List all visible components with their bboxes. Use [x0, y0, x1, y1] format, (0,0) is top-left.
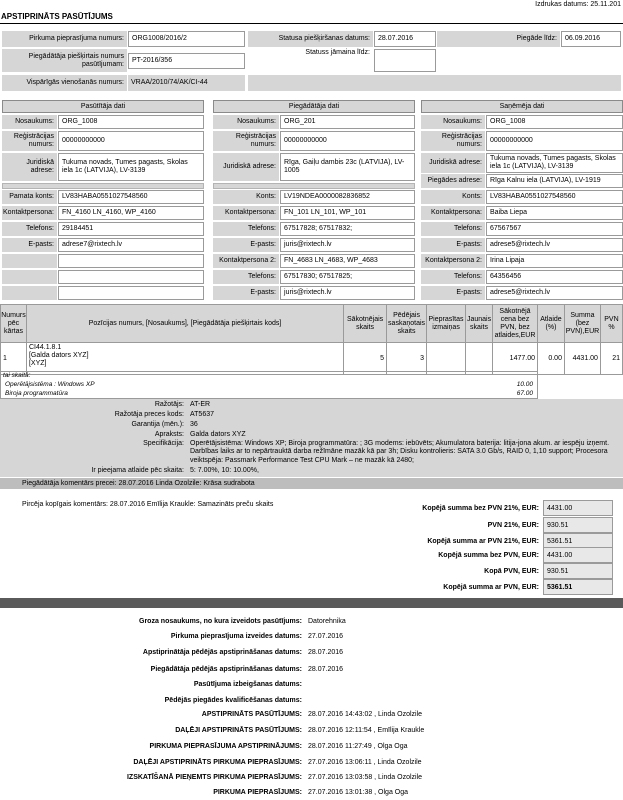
customer-empty-label-2: [2, 270, 57, 284]
history-value-12: 27.07.2016 13:01:38 , Olga Oga: [308, 789, 409, 796]
receiver-reg-label: Reģistrācijas numurs:: [421, 131, 485, 151]
receiver-addr-label: Juridiskā adrese:: [421, 153, 485, 173]
history-label-4: Piegādātāja pēdējās apstiprināšanas datums:: [150, 666, 302, 673]
order-number: ORG1008/2016/2: [128, 31, 245, 47]
supplier-name-label: Nosaukums:: [213, 115, 279, 129]
customer-addr-label: Juridiskā adrese:: [2, 153, 57, 181]
print-date: Izdrukas datums: 25.11.201: [535, 1, 621, 8]
receiver-phone2: 64356456: [486, 270, 623, 284]
receiver-account-label: Konts:: [421, 190, 485, 204]
history-label-10: DAĻĒJI APSTIPRINĀTS PIRKUMA PIEPRASĪJUMS:: [133, 759, 302, 766]
title-underline: [0, 23, 623, 24]
customer-email: adrese7@rixtech.lv: [58, 238, 204, 252]
discount: 5: 7.00%, 10: 10.00%,: [190, 467, 259, 474]
customer-contact-label: Kontaktpersona:: [2, 206, 57, 220]
supplier-addr-label: Juridiskā adrese:: [213, 153, 279, 181]
history-label-9: PIRKUMA PIEPRASĪJUMA APSTIPRINĀJUMS:: [149, 743, 302, 750]
total-value-2: 930.51: [543, 517, 613, 533]
maker-label: Ražotājs:: [154, 401, 184, 408]
spec: Operētājsistēma: Windows XP; Biroja programmatūra: ; 3G modems: iebūvēts; Akumulatora baterija: litija-jona akum. ar iespēju izņemt. Darbības laiks ar to nepārtrauktā darba režīmāne mazāk kā par 3h; Disku kontrolieris: SATA 3.0 Gb/s, RAID 0, 1,10 support; Procesora veiktspēja: Passmark Performance Test CPU Mark – ne mazāk kā 2480;: [190, 440, 610, 464]
desc: Galda dators XYZ: [190, 431, 246, 438]
customer-email-label: E-pasts:: [2, 238, 57, 252]
code-label: Ražotāja preces kods:: [114, 411, 184, 418]
row-vat: 21: [600, 343, 622, 375]
supplier-reg: 00000000000: [280, 131, 415, 151]
row-original-qty: 5: [344, 343, 387, 375]
row-price: 1477.00: [493, 343, 538, 375]
customer-addr: Tukuma novads, Tumes pagasts, Skolas iela 1c (LATVIJA), LV-3139: [58, 153, 204, 181]
supplier-account-label: Konts:: [213, 190, 279, 204]
including-label: tai skaitā:: [3, 372, 31, 379]
status-change-label: Statuss jāmaina līdz:: [248, 49, 373, 72]
supplier-contact2-label: Kontaktpersona 2:: [213, 254, 279, 268]
supplier-phone2: 67517830; 67517825;: [280, 270, 415, 284]
customer-empty-1: [58, 254, 204, 268]
row-sum: 4431.00: [564, 343, 600, 375]
col-header-original-qty: Sākotnējais skaits: [344, 305, 387, 343]
supplier-contact-label: Kontaktpersona:: [213, 206, 279, 220]
supplier-name: ORG_201: [280, 115, 415, 129]
row-position: [26, 343, 343, 375]
supplier-email2-label: E-pasts:: [213, 286, 279, 300]
subitem-2-value: 67.00: [516, 390, 533, 397]
history-value-11: 27.07.2016 13:03:58 , Linda Ozolzile: [308, 774, 423, 781]
history-value-8: 28.07.2016 12:11:54 , Emīlija Kraukle: [308, 727, 425, 734]
receiver-contact-label: Kontaktpersona:: [421, 206, 485, 220]
receiver-email2-label: E-pasts:: [421, 286, 485, 300]
page-title: APSTIPRINĀTS PASŪTĪJUMS: [1, 12, 113, 21]
receiver-phone2-label: Telefons:: [421, 270, 485, 284]
customer-empty-label-3: [2, 286, 57, 300]
section-separator: [0, 598, 623, 608]
status-change-value: [374, 49, 436, 72]
col-header-sum: Summa (bez PVN),EUR: [564, 305, 600, 343]
supplier-comment: Piegādātāja komentārs precei: 28.07.2016 Linda Ozolzile: Krāsa sudrabota: [0, 478, 623, 489]
supplier-order-label: Piegādātāja piešķirtais numurs pasūtījumam:: [2, 49, 127, 72]
history-value-3: 28.07.2016: [308, 649, 344, 656]
total-label-3: Kopējā summa ar PVN 21%, EUR:: [427, 537, 539, 545]
maker: AT-ER: [190, 401, 211, 408]
agreement: VRAA/2010/74/AK/CI-44: [128, 75, 245, 91]
customer-empty-2: [58, 270, 204, 284]
receiver-delivery: Rīga Kalnu iela (LATVIJA), LV-1919: [486, 174, 623, 188]
discount-label: Ir pieejama atlaide pēc skaita:: [91, 467, 184, 474]
customer-name-label: Nosaukums:: [2, 115, 57, 129]
supplier-account: LV19NDEA0000082836852: [280, 190, 415, 204]
history-label-8: DAĻĒJI APSTIPRINĀTS PASŪTĪJUMS:: [175, 727, 302, 734]
customer-empty-3: [58, 286, 204, 300]
status-date-label: Statusa piešķiršanas datums:: [248, 31, 373, 47]
supplier-email2: juris@rixtech.lv: [280, 286, 415, 300]
total-label-5: Kopā PVN, EUR:: [484, 567, 539, 575]
table-row: [1, 343, 623, 375]
warranty-label: Garantija (mēn.):: [131, 421, 184, 428]
supplier-panel: [213, 100, 415, 300]
supplier-panel-title: Piegādātāja dati: [213, 100, 415, 113]
supplier-contact: FN_101 LN_101, WP_101: [280, 206, 415, 220]
supplier-email: juris@rixtech.lv: [280, 238, 415, 252]
row-position-code: CI44.1.8.1: [28, 344, 62, 351]
receiver-name: ORG_1008: [486, 115, 623, 129]
col-header-price: Sākotnējā cena bez PVN, bez atlaides,EUR: [493, 305, 538, 343]
order-number-label: Pirkuma pieprasījuma numurs:: [2, 31, 127, 47]
receiver-phone-label: Telefons:: [421, 222, 485, 236]
subitem-2-label: Biroja programmatūra: [5, 390, 68, 397]
customer-account: LV83HABA0551027548560: [58, 190, 204, 204]
receiver-email-label: E-pasts:: [421, 238, 485, 252]
total-label-4: Kopējā summa bez PVN, EUR:: [438, 551, 539, 559]
total-label-1: Kopējā summa bez PVN 21%, EUR:: [422, 504, 539, 512]
status-date: 28.07.2016: [374, 31, 436, 47]
history-label-6: Pēdējās piegādes kvalificēšanas datums:: [164, 697, 302, 704]
row-position-supplier-code: [XYZ]: [28, 360, 47, 367]
history-label-1: Groza nosaukums, no kura izveidots pasūtījums:: [139, 618, 302, 625]
col-header-new-qty: Jaunais skaits: [466, 305, 493, 343]
delivery-date: 06.09.2016: [561, 31, 621, 47]
receiver-reg: 00000000000: [486, 131, 623, 151]
customer-name: ORG_1008: [58, 115, 204, 129]
total-value-5: 930.51: [543, 563, 613, 579]
history-value-2: 27.07.2016: [308, 633, 344, 640]
customer-phone: 29184451: [58, 222, 204, 236]
subitems-box: [0, 371, 538, 399]
col-header-last-qty: Pēdējais saskaņotais skaits: [387, 305, 427, 343]
buyer-comment: Pircēja kopīgais komentārs: 28.07.2016 Emīlija Kraukle: Samazināts preču skaits: [22, 501, 274, 508]
row-number: 1: [1, 343, 27, 375]
receiver-panel: [421, 100, 623, 300]
customer-phone-label: Telefons:: [2, 222, 57, 236]
customer-panel-title: Pasūtītāja dati: [2, 100, 204, 113]
history-value-10: 27.07.2016 13:06:11 , Linda Ozolzile: [308, 759, 422, 766]
supplier-addr: Rīga, Gaiļu dambis 23c (LATVIJA), LV-1005: [280, 153, 415, 181]
history-value-1: Datorehnika: [308, 618, 346, 625]
receiver-account: LV83HABA0551027548560: [486, 190, 623, 204]
desc-label: Apraksts:: [154, 431, 184, 438]
supplier-email-label: E-pasts:: [213, 238, 279, 252]
col-header-vat: PVN %: [600, 305, 622, 343]
customer-contact: FN_4160 LN_4160, WP_4160: [58, 206, 204, 220]
total-value-1: 4431.00: [543, 500, 613, 516]
receiver-panel-title: Saņēmēja dati: [421, 100, 623, 113]
customer-filler: [2, 183, 204, 189]
total-value-6: 5361.51: [543, 579, 613, 595]
supplier-order: PT-2016/356: [128, 53, 245, 69]
row-requested-changes: [427, 343, 466, 375]
history-label-11: IZSKATĪŠANĀ PIEŅEMTS PIRKUMA PIEPRASĪJUMS:: [126, 774, 302, 781]
total-label-6: Kopējā summa ar PVN, EUR:: [443, 583, 539, 591]
col-header-requested-changes: Pieprasītas izmaiņas: [427, 305, 466, 343]
supplier-phone: 67517828; 67517832;: [280, 222, 415, 236]
history-label-12: PIRKUMA PIEPRASĪJUMS:: [213, 789, 302, 796]
col-header-position: Pozīcijas numurs, [Nosaukums], [Piegādātāja piešķirtais kods]: [26, 305, 343, 343]
header-filler: [248, 75, 621, 91]
row-discount: 0.00: [537, 343, 564, 375]
history-label-7: APSTIPRINĀTS PASŪTĪJUMS:: [201, 711, 302, 718]
delivery-label: Piegāde līdz:: [437, 31, 560, 47]
subitem-1-label: Operētājsistēma : Windows XP: [5, 381, 95, 388]
col-header-discount: Atlaide (%): [537, 305, 564, 343]
supplier-phone2-label: Telefons:: [213, 270, 279, 284]
total-label-2: PVN 21%, EUR:: [487, 521, 539, 529]
customer-empty-label-1: [2, 254, 57, 268]
items-table: [0, 304, 623, 375]
history-value-4: 28.07.2016: [308, 666, 344, 673]
customer-panel: [2, 100, 204, 300]
receiver-contact2-label: Kontaktpersona 2:: [421, 254, 485, 268]
supplier-contact2: FN_4683 LN_4683, WP_4683: [280, 254, 415, 268]
history-label-5: Pasūtījuma izbeigšanas datums:: [193, 681, 302, 688]
customer-reg: 00000000000: [58, 131, 204, 151]
col-header-number: Numurs pēc kārtas: [1, 305, 27, 343]
supplier-filler: [213, 183, 415, 189]
agreement-label: Vispārīgās vienošanās numurs:: [2, 75, 127, 91]
receiver-email: adrese5@rixtech.lv: [486, 238, 623, 252]
receiver-contact2: Irina Lipaja: [486, 254, 623, 268]
spec-label: Specifikācija:: [143, 440, 184, 447]
total-value-3: 5361.51: [543, 533, 613, 549]
customer-account-label: Pamata konts:: [2, 190, 57, 204]
receiver-delivery-label: Piegādes adrese:: [421, 174, 485, 188]
history-value-9: 28.07.2016 11:27:49 , Olga Oga: [308, 743, 408, 750]
supplier-reg-label: Reģistrācijas numurs:: [213, 131, 279, 151]
receiver-name-label: Nosaukums:: [421, 115, 485, 129]
history-label-3: Apstiprinātāja pēdējās apstiprināšanas datums:: [142, 649, 302, 656]
code: AT5637: [190, 411, 214, 418]
receiver-phone: 67567567: [486, 222, 623, 236]
total-value-4: 4431.00: [543, 547, 613, 563]
receiver-contact: Baiba Liepa: [486, 206, 623, 220]
customer-reg-label: Reģistrācijas numurs:: [2, 131, 57, 151]
row-position-name: [Galda dators XYZ]: [28, 352, 89, 359]
receiver-addr: Tukuma novads, Tumes pagasts, Skolas iela 1c (LATVIJA), LV-3139: [486, 153, 623, 173]
row-last-qty: 3: [387, 343, 427, 375]
history-value-7: 28.07.2016 14:43:02 , Linda Ozolzile: [308, 711, 423, 718]
warranty: 36: [190, 421, 198, 428]
supplier-phone-label: Telefons:: [213, 222, 279, 236]
history-label-2: Pirkuma pieprasījuma izveides datums:: [170, 633, 302, 640]
receiver-email2: adrese5@rixtech.lv: [486, 286, 623, 300]
subitem-1-value: 10.00: [516, 381, 533, 388]
row-new-qty: [466, 343, 493, 375]
